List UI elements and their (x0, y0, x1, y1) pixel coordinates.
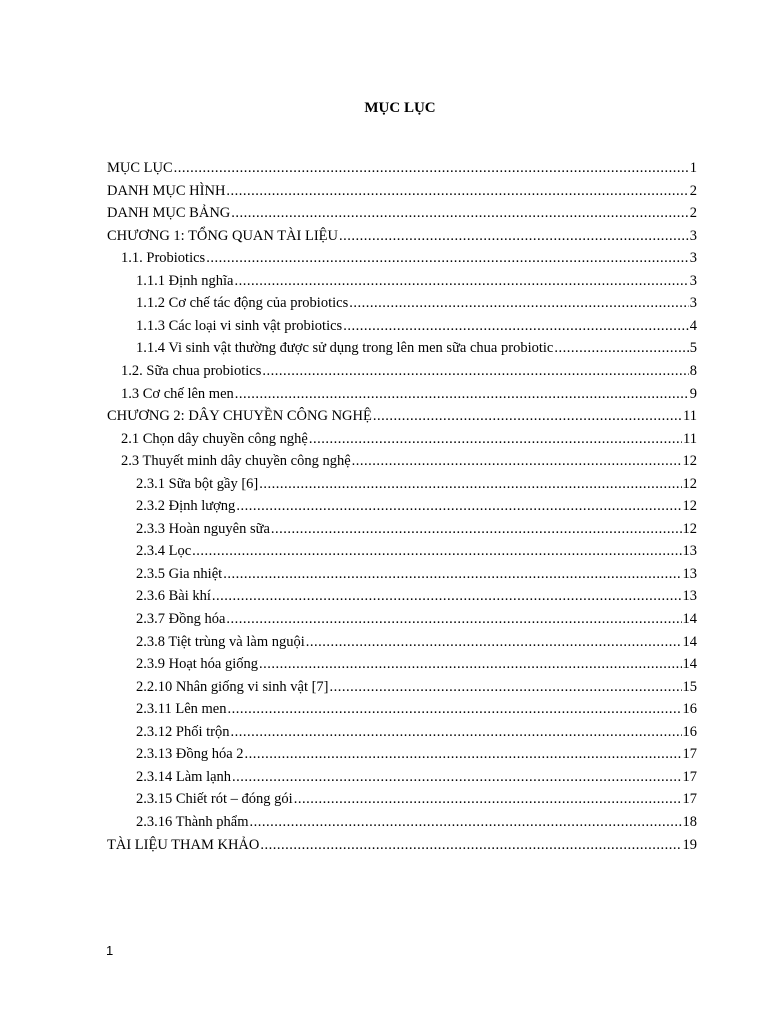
toc-dot-leader (206, 247, 689, 269)
toc-entry[interactable] (136, 540, 697, 562)
toc-entry-title: 2.3.4 Lọc (136, 543, 192, 560)
toc-dot-leader (231, 202, 688, 224)
toc-entry-page: 13 (682, 543, 697, 560)
toc-entry-title: 2.3.2 Định lượng (136, 498, 236, 515)
toc-dot-leader (230, 721, 681, 743)
toc-entry[interactable] (121, 383, 697, 405)
toc-entry-page: 12 (682, 475, 697, 492)
toc-dot-leader (373, 405, 682, 427)
toc-entry-page: 5 (689, 340, 697, 357)
toc-entry[interactable] (136, 631, 697, 653)
toc-entry[interactable] (136, 337, 697, 359)
toc-entry-page: 14 (682, 656, 697, 673)
toc-entry-page: 13 (682, 588, 697, 605)
toc-entry[interactable] (136, 698, 697, 720)
toc-entry-page: 13 (682, 565, 697, 582)
toc-entry[interactable] (136, 766, 697, 788)
toc-dot-leader (174, 157, 689, 179)
toc-entry-title: 2.3.9 Hoạt hóa giống (136, 656, 259, 673)
toc-entry[interactable] (121, 428, 697, 450)
toc-entry-title: 1.3 Cơ chế lên men (121, 385, 234, 402)
toc-entry[interactable] (121, 247, 697, 269)
toc-entry-title: 2.3.7 Đồng hóa (136, 611, 226, 627)
toc-entry[interactable] (107, 405, 697, 427)
toc-entry[interactable] (136, 292, 697, 314)
toc-dot-leader (343, 315, 689, 337)
toc-entry[interactable] (107, 225, 697, 247)
toc-entry[interactable] (136, 653, 697, 675)
toc-entry-page: 19 (682, 836, 697, 853)
toc-entry-page: 17 (682, 746, 697, 763)
toc-entry-page: 14 (682, 633, 697, 650)
toc-dot-leader (212, 585, 682, 607)
toc-entry-title: 1.1.4 Vi sinh vật thường được sử dụng trong lên men sữa chua probiotic (136, 340, 554, 357)
toc-dot-leader (554, 337, 688, 359)
toc-entry-title: 2.3.16 Thành phẩm (136, 813, 249, 830)
toc-dot-leader (259, 473, 681, 495)
toc-entry-page: 3 (689, 227, 697, 244)
page-title: MỤC LỤC (364, 100, 436, 116)
toc-entry-page: 18 (682, 813, 697, 830)
toc-entry[interactable] (107, 157, 697, 179)
toc-dot-leader (294, 788, 682, 810)
toc-entry[interactable] (136, 563, 697, 585)
toc-entry[interactable] (121, 450, 697, 472)
toc-entry-page: 16 (682, 701, 697, 718)
toc-entry[interactable] (136, 608, 697, 630)
toc-dot-leader (192, 540, 681, 562)
toc-entry-title: 1.2. Sữa chua probiotics (121, 362, 262, 379)
toc-dot-leader (250, 811, 682, 833)
toc-entry-page: 9 (689, 385, 697, 402)
toc-dot-leader (226, 608, 681, 630)
toc-dot-leader (262, 360, 688, 382)
toc-entry-title: 1.1. Probiotics (121, 250, 206, 267)
toc-entry[interactable] (121, 360, 697, 382)
toc-entry-page: 15 (682, 678, 697, 695)
toc-entry-page: 11 (683, 430, 697, 447)
toc-entry[interactable] (136, 788, 697, 810)
toc-entry[interactable] (136, 473, 697, 495)
toc-dot-leader (226, 180, 688, 202)
toc-entry[interactable] (136, 495, 697, 517)
toc-entry-page: 2 (689, 182, 697, 199)
toc-entry[interactable] (107, 834, 697, 856)
toc-entry-title: 2.3.11 Lên men (136, 701, 227, 718)
toc-dot-leader (349, 292, 689, 314)
toc-entry[interactable] (136, 676, 697, 698)
toc-entry-page: 1 (689, 160, 697, 176)
toc-entry[interactable] (136, 518, 697, 540)
toc-entry-title: 2.3.13 Đồng hóa 2 (136, 746, 244, 763)
toc-entry-title: 2.3.8 Tiệt trùng và làm nguội (136, 633, 305, 650)
toc-entry-title: DANH MỤC BẢNG (107, 205, 231, 222)
toc-entry-title: TÀI LIỆU THAM KHẢO (107, 836, 260, 853)
toc-dot-leader (235, 383, 689, 405)
toc-entry-title: 1.1.1 Định nghĩa (136, 272, 234, 289)
toc-entry-page: 8 (689, 362, 697, 379)
toc-entry[interactable] (136, 315, 697, 337)
toc-entry-title: 2.1 Chọn dây chuyền công nghệ (121, 430, 308, 447)
toc-dot-leader (245, 743, 682, 765)
toc-entry-title: 2.3.1 Sữa bột gầy [6] (136, 475, 259, 492)
toc-dot-leader (227, 698, 681, 720)
toc-entry-page: 3 (689, 272, 697, 289)
toc-dot-leader (260, 834, 681, 856)
toc-entry-title: 2.3.6 Bài khí (136, 588, 211, 605)
toc-entry-page: 3 (689, 295, 697, 312)
toc-entry[interactable] (136, 743, 697, 765)
toc-dot-leader (223, 563, 681, 585)
toc-dot-leader (259, 653, 681, 675)
toc-entry[interactable] (136, 721, 697, 743)
footer-page-number: 1 (106, 943, 114, 958)
toc-entry-title: DANH MỤC HÌNH (107, 182, 226, 199)
toc-dot-leader (306, 631, 682, 653)
toc-entry-title: 2.2.10 Nhân giống vi sinh vật [7] (136, 678, 329, 695)
toc-entry-page: 12 (682, 498, 697, 515)
toc-entry-title: 2.3.12 Phối trộn (136, 723, 230, 740)
toc-entry-page: 3 (689, 250, 697, 267)
toc-entry-title: 2.3 Thuyết minh dây chuyền công nghệ (121, 453, 351, 470)
toc-entry-page: 2 (689, 205, 697, 222)
toc-entry-title: 2.3.15 Chiết rót – đóng gói (136, 791, 293, 808)
toc-entry-page: 12 (682, 520, 697, 537)
toc-dot-leader (330, 676, 682, 698)
toc-entry-page: 4 (689, 317, 697, 334)
toc-dot-leader (271, 518, 682, 540)
toc-entry[interactable] (136, 811, 697, 833)
toc-entry-title: 2.3.14 Làm lạnh (136, 768, 232, 785)
toc-dot-leader (236, 495, 681, 517)
toc-entry-title: 2.3.5 Gia nhiệt (136, 565, 223, 582)
toc-entry-page: 12 (682, 453, 697, 470)
toc-entry-page: 17 (682, 791, 697, 808)
toc-entry[interactable] (107, 180, 697, 202)
toc-entry-page: 11 (683, 408, 697, 425)
toc-entry[interactable] (107, 202, 697, 224)
toc-entry-title: CHƯƠNG 1: TỔNG QUAN TÀI LIỆU (107, 227, 339, 244)
toc-dot-leader (309, 428, 682, 450)
toc-entry-title: CHƯƠNG 2: DÂY CHUYỀN CÔNG NGHỆ (107, 408, 372, 425)
toc-entry-title: 1.1.2 Cơ chế tác động của probiotics (136, 295, 349, 312)
toc-entry-page: 16 (682, 723, 697, 740)
toc-dot-leader (339, 225, 689, 247)
toc-entry[interactable] (136, 585, 697, 607)
toc-entry[interactable] (136, 270, 697, 292)
toc-entry-title: 2.3.3 Hoàn nguyên sữa (136, 520, 270, 537)
toc-dot-leader (232, 766, 681, 788)
toc-entry-page: 17 (682, 768, 697, 785)
toc-dot-leader (352, 450, 682, 472)
toc-entry-title: 1.1.3 Các loại vi sinh vật probiotics (136, 317, 343, 334)
toc-entry-title: MỤC LỤC (107, 160, 173, 176)
toc-dot-leader (234, 270, 688, 292)
toc-entry-page: 14 (682, 611, 697, 627)
